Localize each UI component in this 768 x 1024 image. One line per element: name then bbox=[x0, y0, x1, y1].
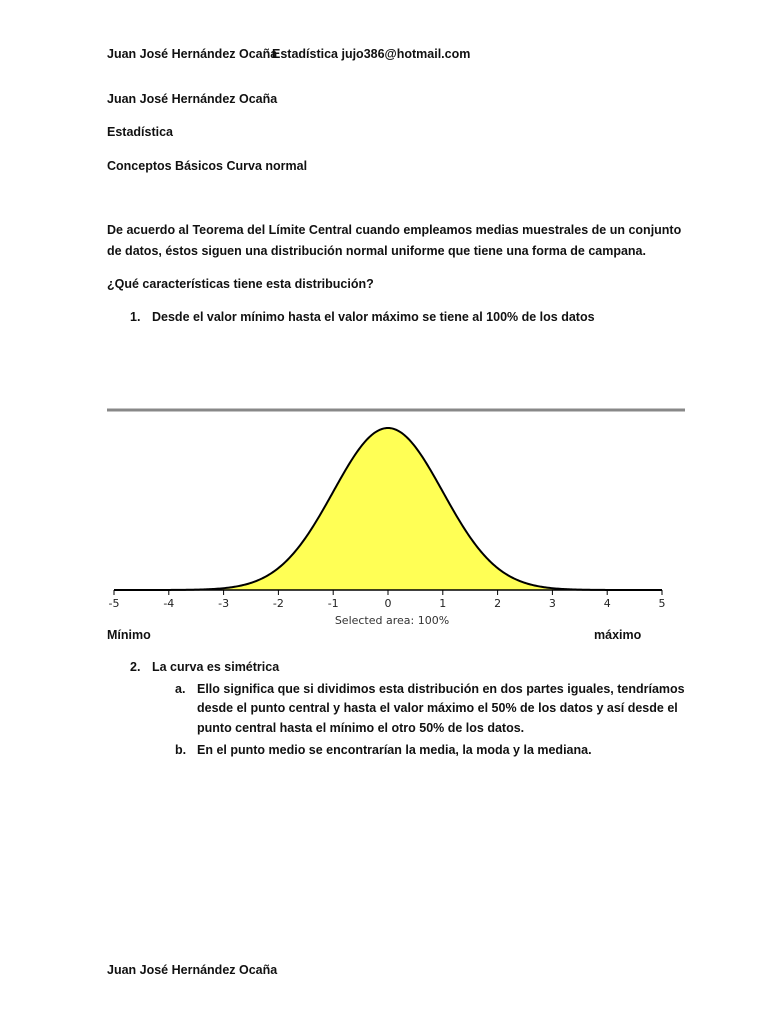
title-author: Juan José Hernández Ocaña bbox=[107, 92, 278, 106]
subitem-line: En el punto medio se encontrarían la media, la moda y la mediana. bbox=[197, 743, 592, 757]
label-maximum: máximo bbox=[594, 628, 642, 642]
title-topic: Conceptos Básicos Curva normal bbox=[107, 159, 308, 173]
header-subject-email: Estadística jujo386@hotmail.com bbox=[272, 47, 471, 61]
x-tick-label: 4 bbox=[603, 597, 611, 610]
list-item-text: Desde el valor mínimo hasta el valor máximo se tiene al 100% de los datos bbox=[152, 310, 595, 324]
subitem-letter: b. bbox=[175, 743, 187, 757]
x-tick-label: 2 bbox=[494, 597, 502, 610]
intro-line-1: De acuerdo al Teorema del Límite Central cuando empleamos medias muestrales de un conjunto bbox=[107, 223, 682, 237]
header-author: Juan José Hernández Ocaña bbox=[107, 47, 278, 61]
title-subject: Estadística bbox=[107, 125, 174, 139]
x-tick-label: 0 bbox=[384, 597, 392, 610]
question-heading: ¿Qué características tiene esta distribución? bbox=[107, 277, 374, 291]
subitem-line: desde el punto central y hasta el valor máximo el 50% de los datos y así desde el bbox=[197, 701, 678, 715]
label-minimum: Mínimo bbox=[107, 628, 151, 642]
x-tick-label: 3 bbox=[548, 597, 556, 610]
list-item-number: 2. bbox=[130, 660, 141, 674]
x-tick-label: 5 bbox=[658, 597, 666, 610]
x-tick-label: -1 bbox=[327, 597, 339, 610]
intro-line-2: de datos, éstos siguen una distribución normal uniforme que tiene una forma de campana. bbox=[107, 244, 646, 258]
x-tick-label: -4 bbox=[163, 597, 175, 610]
curve-area-fill bbox=[114, 428, 662, 590]
normal-curve-chart bbox=[107, 404, 687, 634]
subitem-line: punto central hasta el mínimo el otro 50% de los datos. bbox=[197, 721, 525, 735]
chart-caption: Selected area: 100% bbox=[334, 614, 450, 627]
list-item-number: 1. bbox=[130, 310, 141, 324]
subitem-line: Ello significa que si dividimos esta distribución en dos partes iguales, tendríamos bbox=[197, 682, 685, 696]
normal-curve-svg bbox=[107, 404, 687, 634]
x-tick-label: -3 bbox=[218, 597, 230, 610]
footer-author: Juan José Hernández Ocaña bbox=[107, 963, 278, 977]
list-item-text: La curva es simétrica bbox=[152, 660, 280, 674]
x-tick-label: -2 bbox=[272, 597, 284, 610]
subitem-letter: a. bbox=[175, 682, 186, 696]
x-axis-ticks bbox=[109, 590, 666, 610]
x-tick-label: 1 bbox=[439, 597, 447, 610]
x-tick-label: -5 bbox=[108, 597, 120, 610]
